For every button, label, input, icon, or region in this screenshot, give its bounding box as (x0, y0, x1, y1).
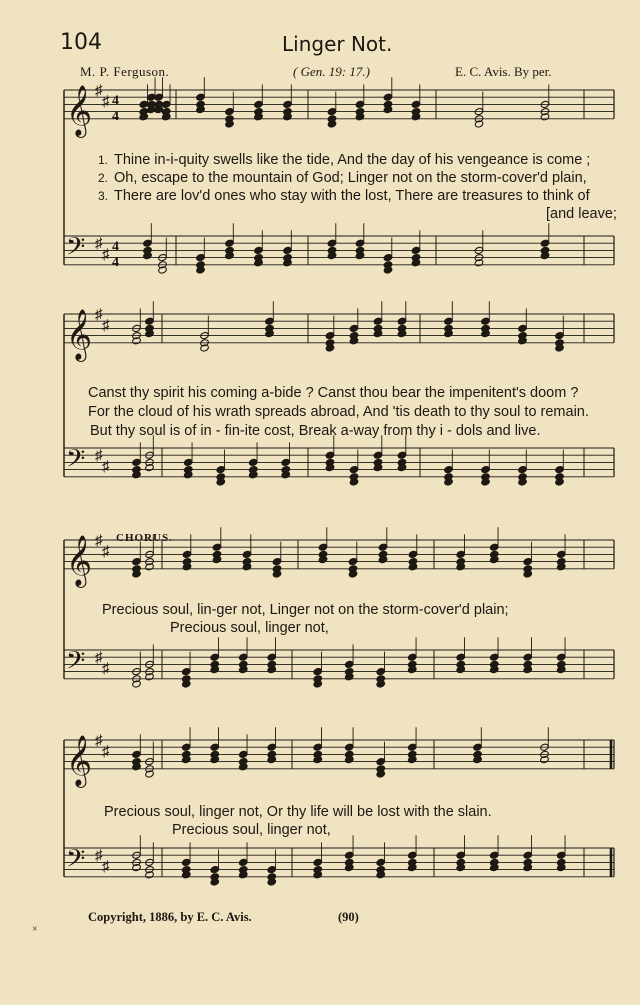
note-head (283, 246, 293, 254)
print-mark: × (32, 924, 38, 935)
note-head (355, 100, 365, 108)
note-head (216, 466, 226, 474)
note-head (143, 239, 153, 247)
bass-clef-icon: 𝄢 (66, 444, 86, 480)
note-head (411, 100, 421, 108)
sharp-icon: ♯ (102, 661, 110, 677)
note-head (132, 458, 142, 466)
chorus-line-2-echo: Precious soul, linger not, (172, 822, 331, 838)
bass-clef-icon: 𝄢 (66, 232, 86, 268)
treble-clef-icon: 𝄞 (66, 84, 93, 136)
note-head (349, 466, 359, 474)
note-head (540, 239, 550, 247)
bass-clef-icon: 𝄢 (66, 844, 86, 880)
sharp-icon: ♯ (102, 247, 110, 263)
sharp-icon: ♯ (95, 83, 103, 99)
sharp-icon: ♯ (102, 317, 110, 334)
section-2-line-2: For the cloud of his wrath spreads abroad, And 'tis death to thy soul to remain. (88, 404, 589, 420)
note-head (489, 543, 499, 551)
note-head (556, 653, 566, 661)
note-head (456, 550, 466, 558)
note-head (407, 653, 417, 661)
chorus-line-2: Precious soul, linger not, Or thy life will be lost with the slain. (104, 804, 492, 820)
author-credit: M. P. Ferguson. (80, 64, 170, 79)
sharp-icon: ♯ (95, 448, 103, 465)
hymn-title: Linger Not. (282, 32, 393, 56)
note-head (373, 317, 383, 325)
note-head (132, 750, 142, 758)
verse-2-line: 2. Oh, escape to the mountain of God; Linger not on the storm-cover'd plain, (97, 170, 587, 186)
note-head (254, 100, 264, 108)
note-head (376, 858, 386, 866)
note-head (383, 254, 393, 262)
note-head (238, 653, 248, 661)
note-head (161, 100, 171, 108)
note-head (407, 743, 417, 751)
note-head (183, 458, 193, 466)
sharp-icon: ♯ (95, 733, 103, 749)
note-head (267, 866, 277, 874)
note-head (523, 851, 533, 859)
note-head (344, 660, 354, 668)
sharp-icon: ♯ (102, 543, 110, 560)
note-head (407, 851, 417, 859)
note-head (444, 317, 454, 325)
note-head (196, 254, 206, 262)
sharp-icon: ♯ (95, 650, 103, 667)
note-head (411, 246, 421, 254)
section-2-line-1: Canst thy spirit his coming a-bide ? Canst thou bear the impenitent's doom ? (88, 385, 579, 401)
note-head (489, 653, 499, 661)
note-head (283, 100, 293, 108)
chorus-line-1-echo: Precious soul, linger not, (170, 620, 329, 636)
verse-3-continuation: [and leave; (546, 206, 617, 222)
note-head (132, 558, 142, 566)
note-head (397, 317, 407, 325)
sharp-icon: ♯ (102, 859, 110, 875)
treble-clef-icon: 𝄞 (66, 734, 93, 786)
note-head (408, 550, 418, 558)
note-head (523, 558, 533, 566)
time-signature-top: 4 (112, 239, 119, 255)
note-head (196, 93, 206, 101)
note-head (348, 558, 358, 566)
note-head (272, 558, 282, 566)
note-head (267, 653, 277, 661)
note-head (225, 239, 235, 247)
note-head (523, 653, 533, 661)
note-head (556, 851, 566, 859)
note-head (518, 324, 528, 332)
time-signature-bottom: 4 (112, 254, 119, 270)
note-head (181, 858, 191, 866)
note-head (344, 743, 354, 751)
sharp-icon: ♯ (95, 848, 103, 865)
note-head (556, 550, 566, 558)
page-number: 104 (60, 30, 102, 55)
note-head (313, 668, 323, 676)
note-head (344, 851, 354, 859)
note-head (318, 543, 328, 551)
note-head (225, 108, 235, 116)
note-head (212, 543, 222, 551)
note-head (238, 858, 248, 866)
note-head (555, 332, 565, 340)
note-head (489, 851, 499, 859)
note-head (210, 743, 220, 751)
note-head (378, 543, 388, 551)
note-head (518, 466, 528, 474)
note-head (473, 743, 483, 751)
note-head (325, 451, 335, 459)
verse-3-line: 3. There are lov'd ones who stay with the lost, There are treasures to think of (97, 188, 590, 204)
note-head (248, 458, 258, 466)
note-head (281, 458, 291, 466)
composer-credit: E. C. Avis. By per. (455, 64, 552, 79)
note-head (238, 750, 248, 758)
note-head (349, 324, 359, 332)
bass-clef-icon: 𝄢 (66, 646, 86, 682)
note-head (456, 851, 466, 859)
note-head (376, 668, 386, 676)
note-head (376, 758, 386, 766)
verse-1-line: 1. Thine in-i-quity swells like the tide, And the day of his vengeance is come ; (97, 152, 591, 168)
note-head (327, 108, 337, 116)
sharp-icon: ♯ (95, 307, 103, 323)
time-signature-bottom: 4 (112, 108, 119, 124)
note-head (481, 317, 491, 325)
sharp-icon: ♯ (95, 533, 103, 549)
note-head (242, 550, 252, 558)
sharp-icon: ♯ (102, 93, 110, 110)
sharp-icon: ♯ (102, 459, 110, 475)
note-head (267, 743, 277, 751)
note-head (444, 466, 454, 474)
chorus-line-1: Precious soul, lin-ger not, Linger not on the storm-cover'd plain; (102, 602, 509, 618)
sharp-icon: ♯ (95, 236, 103, 253)
note-head (265, 317, 275, 325)
note-head (313, 743, 323, 751)
treble-clef-icon: 𝄞 (66, 534, 93, 586)
note-head (383, 93, 393, 101)
note-head (210, 653, 220, 661)
note-head (181, 668, 191, 676)
note-head (325, 332, 335, 340)
note-head (373, 451, 383, 459)
note-head (181, 743, 191, 751)
note-head (313, 858, 323, 866)
note-head (254, 246, 264, 254)
note-head (327, 239, 337, 247)
note-head (145, 317, 155, 325)
note-head (355, 239, 365, 247)
note-head (481, 466, 491, 474)
page-index: (90) (338, 910, 359, 924)
note-head (397, 451, 407, 459)
note-head (210, 866, 220, 874)
scripture-reference: ( Gen. 19: 17.) (293, 64, 370, 79)
note-head (182, 550, 192, 558)
note-head (456, 653, 466, 661)
sharp-icon: ♯ (102, 743, 110, 760)
section-2-line-3: But thy soul is of in - fin-ite cost, Break a-way from thy i - dols and live. (90, 423, 541, 439)
note-head (555, 466, 565, 474)
copyright-notice: Copyright, 1886, by E. C. Avis. (88, 910, 252, 924)
chorus-label: CHORUS. (116, 532, 173, 544)
treble-clef-icon: 𝄞 (66, 308, 93, 360)
time-signature-top: 4 (112, 93, 119, 109)
